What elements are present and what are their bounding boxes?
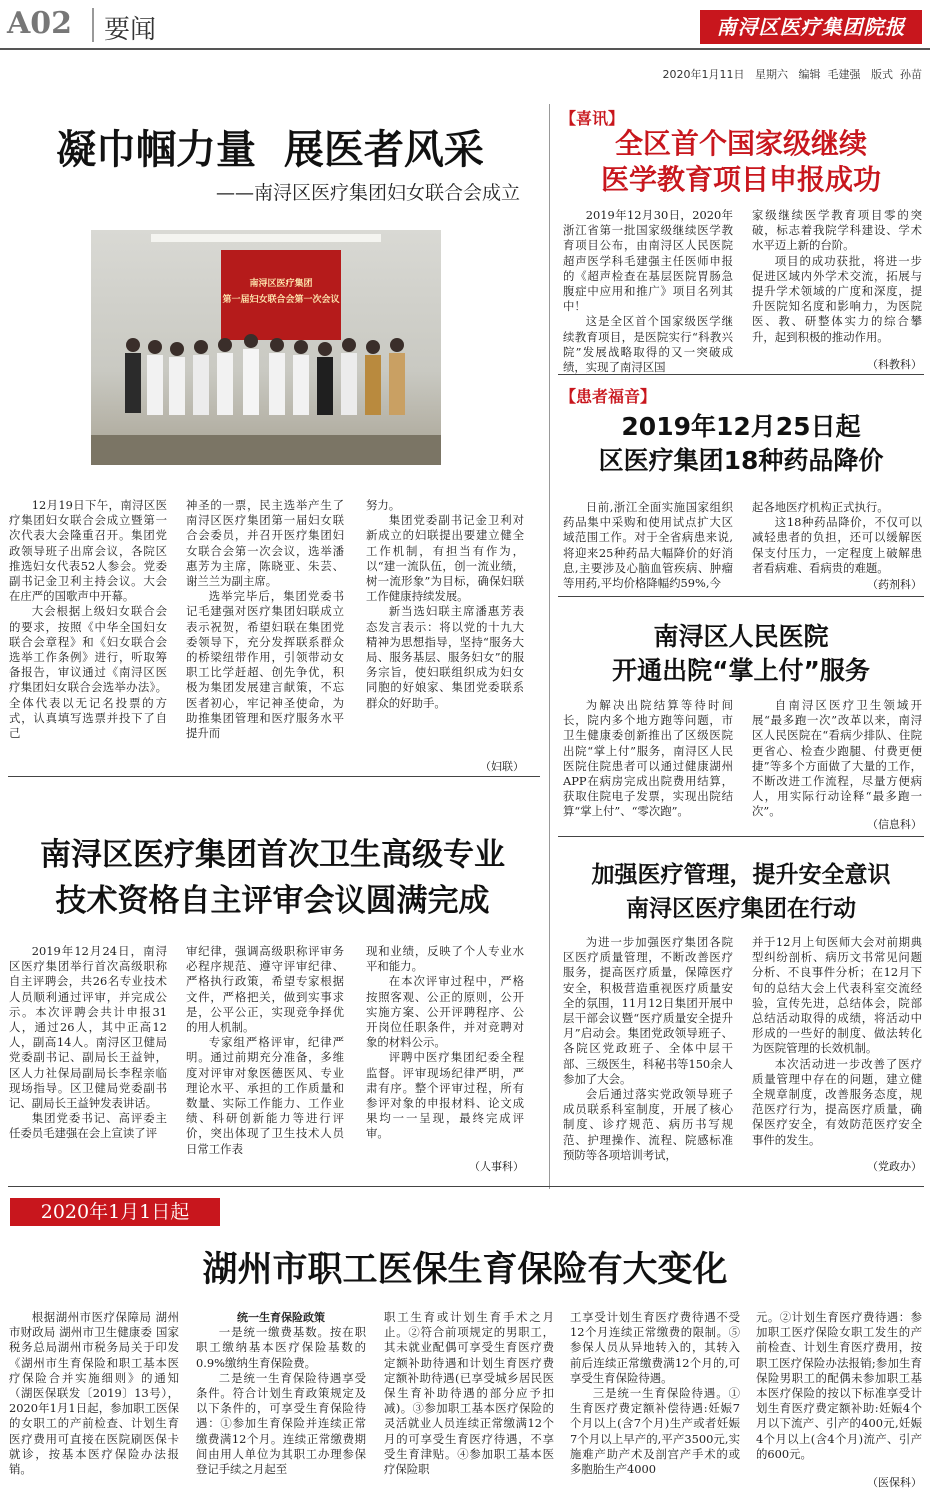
- article1-col1: [9, 498, 167, 741]
- paragraph: 这18种药品降价，不仅可以减轻患者的负担，还可以缓解医保支付压力，一定程度上破解患者看病难、看病贵的难题。: [752, 515, 922, 575]
- paragraph: 为解决出院结算等待时间长，院内多个地方跑等问题，市卫生健康委创新推出了区级医院出院“掌上付”服务，南浔区人民医院住院患者可以通过健康湖州APP在病房完成出院费用结算，获取住院电子发票，实现出院结算“掌上付”、“零次跑”。: [563, 698, 733, 819]
- article1-title: 凝巾帼力量 展医者风采: [56, 127, 484, 173]
- paragraph: 在本次评审过程中，严格按照客观、公正的原则，公开实施方案、公开评聘程序、公开岗位任职条件，并对竞聘对象的材料公示。: [366, 974, 524, 1050]
- section-rule: [8, 1186, 924, 1187]
- paragraph: 起各地医疗机构正式执行。: [752, 500, 889, 514]
- article1-credit: （妇联）: [480, 760, 524, 773]
- article3-credit: （药剂科）: [867, 578, 922, 591]
- paragraph: 会后通过落实党政领导班子成员联系科室制度，开展了核心制度、诊疗规范、病历书写规范、护理操作、流程、院感标准预防等各项培训考试，: [563, 1087, 733, 1162]
- article7-col3: [384, 1310, 554, 1477]
- ceiling-light: [151, 234, 381, 242]
- section-name: 要闻: [104, 15, 157, 45]
- layout-name: 孙苗: [900, 68, 922, 81]
- article2-tag: 【喜讯】: [560, 109, 625, 128]
- paragraph: 日前,浙江全面实施国家组织药品集中采购和使用试点扩大区域范围工作。对于全省病患来说,将迎来25种药品大幅降价的好消息,主要涉及心脑血管疾病、肿瘤等用药,平均价格降幅约59%,今: [563, 500, 733, 591]
- paragraph: 并于12月上旬医师大会对前期典型纠纷剖析、病历文书常见问题分析、不良事件分析；在12月下旬的总结大会上代表科室交流经验，宣传先进，总结体会，院部总结活动取得的成绩，将活动中形成的一些好的制度、做法转化为医院管理的长效机制。: [752, 935, 922, 1056]
- paragraph: 工享受计划生育医疗费待遇不受12个月连续正常缴费的限制。⑤参保人员从异地转入的，其转入前后连续正常缴费满12个月的,可享受生育保险待遇。: [570, 1310, 740, 1385]
- article1-col3: [366, 498, 524, 711]
- article7-col5: [756, 1310, 922, 1462]
- article7-title: 湖州市职工医保生育保险有大变化: [202, 1250, 728, 1290]
- paragraph: 新当选妇联主席潘惠芳表态发言表示：将以党的十九大精神为思想指导，坚持“服务大局、服务基层、服务妇女”的服务宗旨，使妇联组织成为妇女同胞的好娘家、集团党委联系群众的好助手。: [366, 604, 524, 710]
- paragraph: 大会根据上级妇女联合会的要求，按照《中华全国妇女联合会章程》和《妇女联合会选举工作条例》进行，听取筹备报告，审议通过《南浔区医疗集团妇女联合会选举办法》。全体代表以无记名投票的方式，认真填写选票并投下了自己: [9, 604, 167, 741]
- paragraph: 家级继续医学教育项目零的突破，标志着我院学科建设、学术水平迈上新的台阶。: [752, 208, 922, 253]
- paragraph: 集团党委书记、高评委主任委员毛建强在会上宣读了评: [9, 1111, 167, 1141]
- article7-credit: （医保科）: [867, 1476, 922, 1489]
- article2-title: 全区首个国家级继续 医学教育项目申报成功: [600, 127, 881, 196]
- article2-col2: [752, 208, 922, 345]
- section-rule: [8, 776, 540, 777]
- article7-col4: [570, 1310, 740, 1477]
- article7-col2-heading: 统一生育保险政策: [237, 1311, 325, 1324]
- article1-photo: [91, 230, 441, 465]
- paragraph: 元。②计划生育医疗费待遇：参加职工医疗保险女职工发生的产前检查、计划生育医疗费用，按职工医疗保险办法报销;参加生育保险男职工的配偶未参加职工基本医疗保险的按以下标准享受计划生育医疗费定额补助:妊娠4个月以下流产、引产的400元,妊娠4个月以上(含4个月)流产、引产的600元。: [756, 1310, 922, 1461]
- article3-col2: [752, 500, 922, 576]
- editor-name: 毛建强: [827, 68, 861, 81]
- paragraph: 努力。: [366, 498, 401, 512]
- section-rule: [558, 374, 924, 375]
- paragraph: 为进一步加强医疗集团各院区医疗质量管理，不断改善医疗服务，提高医疗质量，保障医疗安全，积极营造重视医疗质量安全的氛围，11月12日集团开展中层干部会议暨“医疗质量安全提升月”启动会。集团党政领导班子、各院区党政班子、全体中层干部、三级医生，科秘书等150余人参加了大会。: [563, 935, 733, 1086]
- article3-tag: 【患者福音】: [560, 387, 657, 406]
- paragraph: 项目的成功获批，将进一步促进区域内外学术交流，拓展与提升学术领域的广度和深度，提升医院知名度和影响力，为医院医、教、研整体实力的综合攀升，起到积极的推动作用。: [752, 253, 922, 344]
- article4-col1: [563, 698, 733, 820]
- section-rule: [558, 836, 924, 837]
- article6-col1: [563, 935, 733, 1163]
- meeting-banner-screen: 南浔区医疗集团 第一届妇女联合会第一次会议: [221, 250, 341, 340]
- article5-col1: [9, 944, 167, 1142]
- paragraph: 二是统一生育保险待遇享受条件。符合计划生育政策规定及以下条件的，可享受生育保险待遇：①参加生育保险并连续正常缴费满12个月。连续正常缴费期间由用人单位为其职工办理参保登记手续之月起至: [196, 1370, 366, 1477]
- article2-col1: [563, 208, 733, 375]
- masthead-rule: [0, 48, 930, 50]
- paragraph: 职工生育或计划生育手术之月止。②符合前项规定的男职工，其未就业配偶可享受生育医疗费定额补助待遇和计划生育医疗费定额补助待遇(已享受城乡居民医保生育补助待遇的部分应予扣减)。③参加职工基本医疗保险的灵活就业人员连续正常缴满12个月的可享受生育医疗待遇，不享受生育津贴。④参加职工基本医疗保险职: [384, 1310, 554, 1477]
- layout-label: 版式: [871, 68, 893, 81]
- paragraph: 2019年12月24日，南浔区医疗集团举行首次高级职称自主评聘会，共26名专业技术人员顺利通过评审，并完成公示。本次评聘会共计申报31人，通过26人，其中正高12人，副高14人。南浔区卫健局党委副书记、副局长王益钟，区人力社保局副局长李程亲临现场指导。区卫健局党委副书记、副局长王益钟发表讲话。: [9, 944, 167, 1111]
- floor: [91, 435, 441, 465]
- article1-col2: [186, 498, 344, 741]
- article7-date-banner: 2020年1月1日起: [10, 1198, 220, 1226]
- column-divider: [549, 104, 550, 1189]
- article5-col2: [186, 944, 344, 1157]
- section-rule: [558, 596, 924, 597]
- paragraph: 集团党委副书记金卫利对新成立的妇联提出要建立健全工作机制，有担当有作为，以“建一流队伍，创一流业绩，树一流形象”为目标，确保妇联工作健康持续发展。: [366, 513, 524, 604]
- article6-col2: [752, 935, 922, 1148]
- paragraph: 神圣的一票，民主选举产生了南浔区医疗集团第一届妇女联合会委员，并召开医疗集团妇女联合会第一次会议，选举潘惠芳为主席，陈晓亚、朱芸、谢兰兰为副主席。: [186, 498, 344, 589]
- paragraph: 本次活动进一步改善了医疗质量管理中存在的问题，建立健全规章制度，改善服务态度，规范医疗行为，提高医疗质量，确保医疗安全，有效防范医疗安全事件的发生。: [752, 1056, 922, 1147]
- paragraph: 审纪律，强调高级职称评审务必程序规范、遵守评审纪律、严格执行政策，希望专家根据文件，严格把关，做到实事求是，公平公正，实现竞争择优的用人机制。: [186, 944, 344, 1035]
- article4-title: 南浔区人民医院 开通出院“掌上付”服务: [612, 622, 870, 685]
- article4-col2: [752, 698, 922, 820]
- page-code: A02: [7, 6, 73, 41]
- paragraph: 评聘中医疗集团纪委全程监督。评审现场纪律严明，严肃有序。整个评审过程，所有参评对象的申报材料、论文成果均一一呈现，最终完成评审。: [366, 1050, 524, 1141]
- article1-subtitle: ——南浔区医疗集团妇女联合会成立: [215, 182, 520, 204]
- article2-credit: （科教科）: [867, 358, 922, 371]
- article3-title: 2019年12月25日起 区医疗集团18种药品降价: [598, 412, 884, 475]
- issue-info: [600, 66, 922, 82]
- article7-col1: [9, 1310, 179, 1477]
- paragraph: 这是全区首个国家级医学继续教育项目，是医院实行“科教兴院”发展战略取得的又一突破成绩，实现了南浔区国: [563, 314, 733, 375]
- paragraph: 自南浔区医疗卫生领域开展“最多跑一次”改革以来，南浔区人民医院在“看病少排队、住院更省心、检查少跑腿、付费更便捷”等多个方面做了大量的工作，不断改进工作流程，尽量方便病人，用实际行动诠释“最多跑一次”。: [752, 698, 922, 819]
- article5-title: 南浔区医疗集团首次卫生高级专业 技术资格自主评审会议圆满完成: [40, 837, 505, 919]
- article5-credit: （人事科）: [469, 1160, 524, 1173]
- article7-col2: [196, 1310, 366, 1477]
- paper-name-logo: 南浔区医疗集团院报: [700, 10, 922, 44]
- issue-date: 2020年1月11日: [662, 68, 745, 81]
- masthead-divider: [92, 8, 94, 42]
- paragraph: 专家组严格评审，纪律严明。通过前期充分准备，多维度对评审对象医德医风、专业理论水平、承担的工作质量和数量、实际工作能力、工作业绩、科研创新能力等进行评价，突出体现了卫生技术人员日常工作表: [186, 1035, 344, 1156]
- article6-title: 加强医疗管理，提升安全意识 南浔区医疗集团在行动: [591, 862, 891, 922]
- article5-col3: [366, 944, 524, 1142]
- issue-weekday: 星期六: [755, 68, 788, 81]
- paragraph: 现和业绩，反映了个人专业水平和能力。: [366, 944, 524, 974]
- paragraph: 12月19日下午，南浔区医疗集团妇女联合会成立暨第一次代表大会隆重召开。集团党政领导班子出席会议，各院区推选妇女代表52人参会。党委副书记金卫利主持会议。大会在庄严的国歌声中开幕。: [9, 498, 167, 604]
- paragraph: 三是统一生育保险待遇。①生育医疗费定额补偿待遇:妊娠7个月以上(含7个月)生产或者妊娠7个月以上早产的,平产3500元,实施难产助产术及剖宫产手术的或多胞胎生产4000: [570, 1386, 740, 1477]
- paragraph: 根据湖州市医疗保障局 湖州市财政局 湖州市卫生健康委 国家税务总局湖州市税务局关于印发《湖州市生育保险和职工基本医疗保险合并实施细则》的通知（湖医保联发〔2019〕13号），2020年1月1日起，参加职工医保的女职工的产前检查、计划生育医疗费用可直接在医院刷医保卡就诊，按基本医疗保险办法报销。: [9, 1310, 179, 1477]
- paragraph: 选举完毕后，集团党委书记毛建强对医疗集团妇联成立表示祝贺，希望妇联在集团党委领导下，充分发挥联系群众的桥梁纽带作用，引领带动女职工比学赶超、创先争优，积极为集团发展建言献策，不忘医者初心，牢记神圣使命，为助推集团管理和医疗服务水平提升而: [186, 589, 344, 741]
- group-of-people: [121, 325, 411, 435]
- article4-credit: （信息科）: [867, 818, 922, 831]
- article3-col1: [563, 500, 733, 591]
- paragraph: 一是统一缴费基数。按在职职工缴纳基本医疗保险基数的0.9%缴纳生育保险费。: [196, 1325, 366, 1370]
- people-silhouettes-icon: [121, 325, 411, 435]
- paragraph: 2019年12月30日，2020年浙江省第一批国家级继续医学教育项目公布，由南浔区人民医院超声医学科毛建强主任医师申报的《超声检查在基层医院胃肠急腹症中应用和推广》项目名列其中！: [563, 208, 733, 314]
- article6-credit: （党政办）: [867, 1160, 922, 1173]
- editor-label: 编辑: [798, 68, 821, 81]
